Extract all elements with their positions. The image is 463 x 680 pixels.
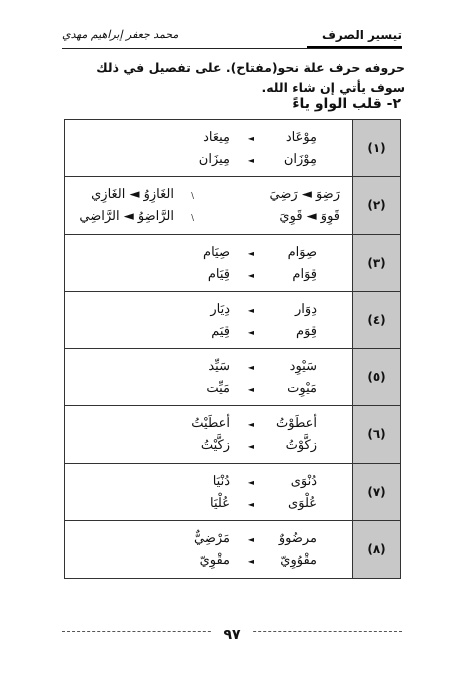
converted-form: مِيزَان xyxy=(198,152,230,167)
example-line xyxy=(65,551,352,573)
original-form: أعطَوْتُ xyxy=(276,416,317,432)
example-line xyxy=(65,357,352,379)
arrow-left-icon: ◄ xyxy=(247,477,254,487)
section-title: ٢- قلب الواو ياءً xyxy=(292,96,401,112)
arrow-left-icon: ◄ xyxy=(247,420,254,430)
example-line xyxy=(65,185,352,207)
example-line xyxy=(65,207,352,229)
example-line xyxy=(65,414,352,436)
example-line xyxy=(65,265,352,287)
converted-form: قِيَام xyxy=(207,266,230,282)
arrow-left-icon: ◄ xyxy=(247,442,254,452)
row-content xyxy=(65,235,352,291)
book-title: تيسير الصرف xyxy=(321,28,402,42)
original-form: زكَّوْتُ xyxy=(285,438,317,454)
row-number: (٤) xyxy=(352,292,400,348)
arrow-left-icon: ◄ xyxy=(247,534,254,544)
table-row xyxy=(65,120,400,177)
row-content xyxy=(65,120,352,176)
converted-form: عُلْيَا xyxy=(210,495,230,511)
example-line xyxy=(65,379,352,401)
examples-table xyxy=(64,119,401,579)
converted-form: الغَازِوُ ◄ الغَازِي xyxy=(91,187,174,203)
row-number: (٢) xyxy=(352,177,400,233)
converted-form: الرَّاضِوُ ◄ الرَّاضِي xyxy=(79,209,174,225)
original-form: رَضِوَ ◄ رَضِيَ xyxy=(269,187,340,203)
table-row xyxy=(65,406,400,463)
arrow-left-icon: ◄ xyxy=(247,305,254,315)
running-header xyxy=(62,28,402,46)
original-form: دُنْوَى xyxy=(290,473,317,489)
arrow-left-icon: ◄ xyxy=(247,363,254,372)
example-line xyxy=(65,436,352,458)
row-number: (٨) xyxy=(352,521,400,578)
converted-form: مِيعَاد xyxy=(203,130,230,145)
example-line xyxy=(65,529,352,551)
row-content xyxy=(65,521,352,578)
arrow-left-icon: ◄ xyxy=(247,385,254,394)
converted-form: مَرْضِيٌّ xyxy=(193,530,230,546)
original-form: مرضُووٌ xyxy=(278,530,317,546)
original-form: قَوِوَ ◄ قَوِيَ xyxy=(279,209,340,225)
example-line xyxy=(65,300,352,322)
converted-form: دِيَار xyxy=(210,301,230,317)
row-content xyxy=(65,292,352,348)
example-line xyxy=(65,494,352,516)
header-rule xyxy=(62,48,402,49)
author-name: محمد جعفر إبراهيم مهدي xyxy=(62,28,179,41)
original-form: دِوَار xyxy=(295,301,317,317)
row-content xyxy=(65,349,352,405)
converted-form: مَيِّت xyxy=(206,381,230,396)
original-form: عُلْوَى xyxy=(288,495,317,511)
original-form: مَيْوِت xyxy=(287,381,317,396)
converted-form: أعطَيْتُ xyxy=(191,416,230,432)
example-line xyxy=(65,472,352,494)
row-number: (١) xyxy=(352,120,400,176)
example-line xyxy=(65,322,352,344)
converted-form: قِيَم xyxy=(211,323,230,339)
table-row xyxy=(65,521,400,578)
original-form: قِوَم xyxy=(296,323,317,339)
table-row xyxy=(65,177,400,234)
arrow-left-icon: ◄ xyxy=(247,248,254,258)
arrow-left-icon: ◄ xyxy=(247,499,254,509)
row-number: (٥) xyxy=(352,349,400,405)
header-accent-rule xyxy=(307,46,402,48)
slash-separator: \ xyxy=(191,213,194,223)
arrow-left-icon: ◄ xyxy=(247,134,254,143)
slash-separator: \ xyxy=(191,191,194,201)
converted-form: زكَّيْتُ xyxy=(200,438,230,454)
arrow-left-icon: ◄ xyxy=(247,156,254,165)
original-form: سَيْوِد xyxy=(289,359,317,374)
original-form: مقْوُوِيّ xyxy=(280,552,317,568)
converted-form: مقْوِيّ xyxy=(199,552,230,568)
intro-paragraph: حروفه حرف علة نحو(مفتاح). على تفصيل في ذلك سوف يأتي إن شاء الله. xyxy=(96,60,405,95)
original-form: قِوَام xyxy=(292,266,317,282)
row-number: (٣) xyxy=(352,235,400,291)
converted-form: صِيَام xyxy=(203,244,230,260)
row-content xyxy=(65,406,352,462)
converted-form: سَيِّد xyxy=(208,359,230,374)
row-number: (٦) xyxy=(352,406,400,462)
example-line xyxy=(65,243,352,265)
table-row xyxy=(65,235,400,292)
converted-form: دُنْيَا xyxy=(212,473,230,489)
original-form: مِوْعَاد xyxy=(285,130,317,145)
example-line xyxy=(65,128,352,150)
original-form: صِوَام xyxy=(287,244,317,260)
row-content xyxy=(65,464,352,520)
example-line xyxy=(65,150,352,172)
row-content xyxy=(65,177,352,233)
original-form: مِوْزَان xyxy=(283,152,317,167)
page-number: ٩٧ xyxy=(212,627,252,645)
row-number: (٧) xyxy=(352,464,400,520)
table-row xyxy=(65,292,400,349)
arrow-left-icon: ◄ xyxy=(247,327,254,337)
table-row xyxy=(65,464,400,521)
arrow-left-icon: ◄ xyxy=(247,270,254,280)
table-row xyxy=(65,349,400,406)
arrow-left-icon: ◄ xyxy=(247,556,254,566)
